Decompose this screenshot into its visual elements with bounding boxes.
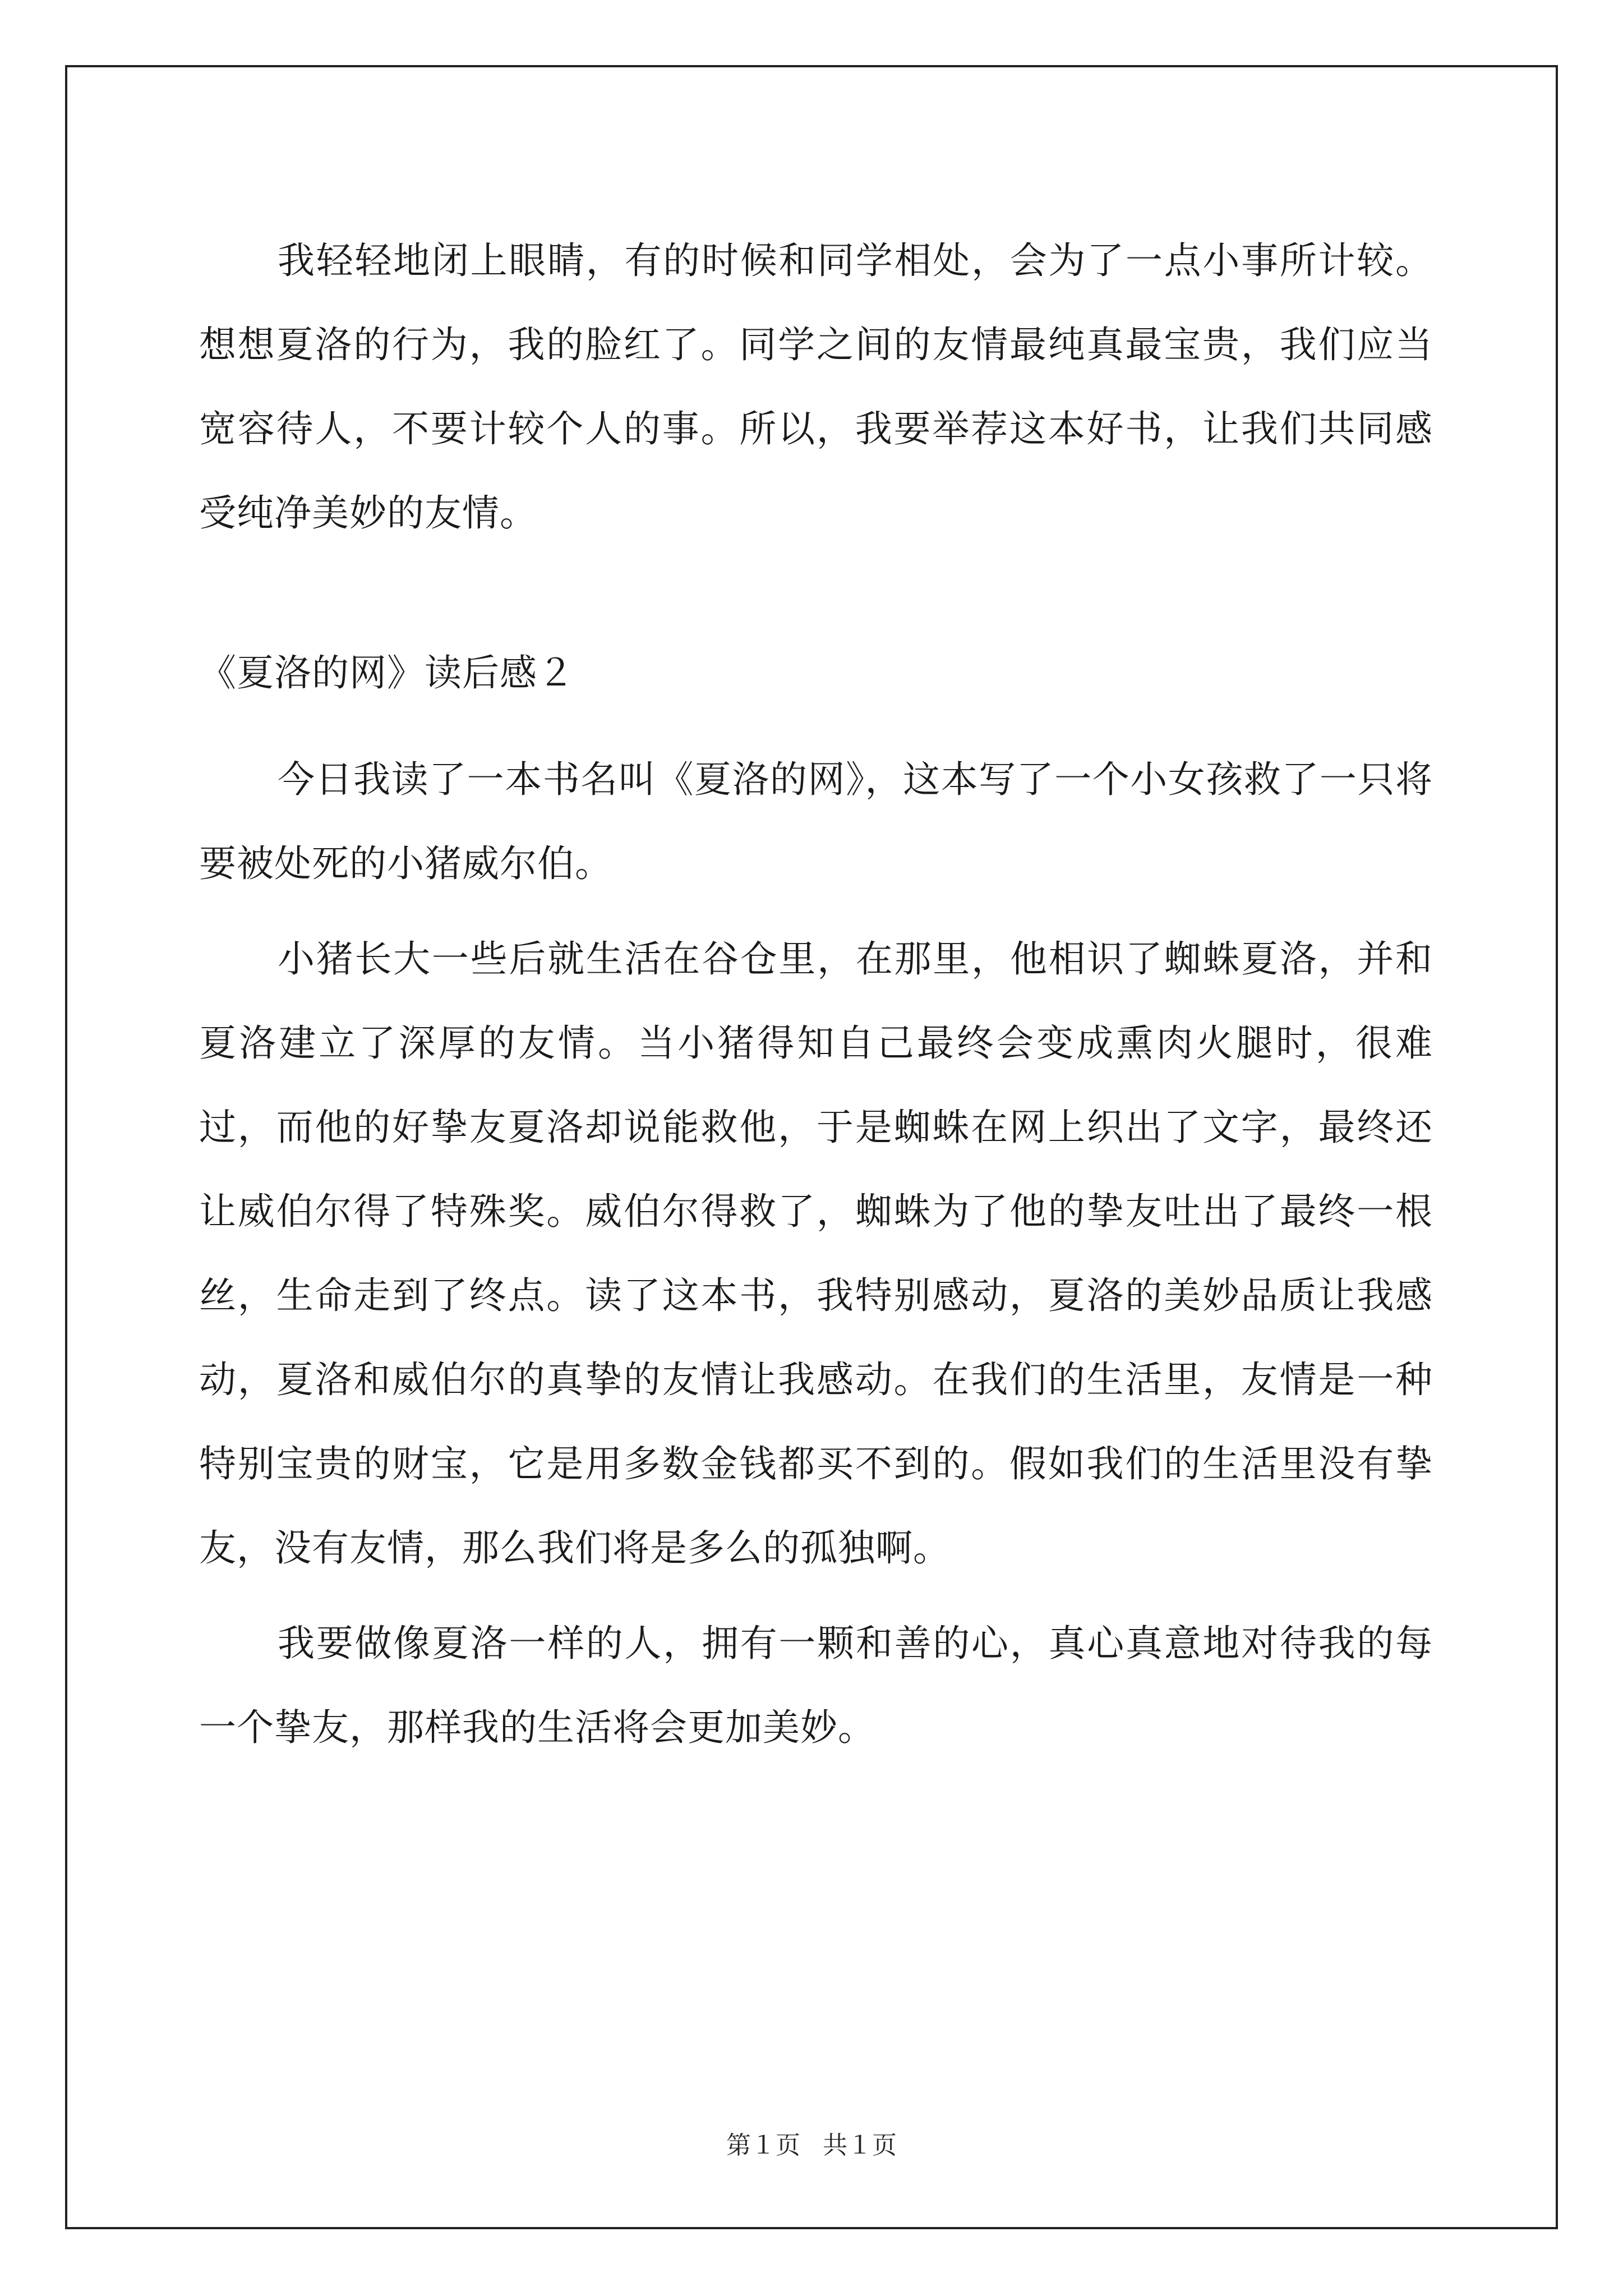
section-heading: 《夏洛的网》读后感２ bbox=[199, 651, 575, 694]
body-paragraph: 今日我读了一本书名叫《夏洛的网》，这本写了一个小女孩救了一只将要被处死的小猪威尔伯。 bbox=[199, 758, 1433, 885]
document-body-bottom bbox=[199, 738, 1433, 1781]
document-body-top bbox=[199, 219, 1433, 567]
body-paragraph: 我轻轻地闭上眼睛，有的时候和同学相处，会为了一点小事所计较。想想夏洛的行为，我的脸红了。同学之间的友情最纯真最宝贵，我们应当宽容待人，不要计较个人的事。所以，我要举荐这本好书，让我们共同感受纯净美妙的友情。 bbox=[199, 239, 1433, 535]
body-paragraph: 我要做像夏洛一样的人，拥有一颗和善的心，真心真意地对待我的每一个挚友，那样我的生活将会更加美妙。 bbox=[199, 1622, 1433, 1749]
page-footer bbox=[0, 2129, 1623, 2162]
page-number: 第１页 bbox=[726, 2131, 800, 2160]
body-paragraph: 小猪长大一些后就生活在谷仓里，在那里，他相识了蜘蛛夏洛，并和夏洛建立了深厚的友情。当小猪得知自己最终会变成熏肉火腿时，很难过，而他的好挚友夏洛却说能救他，于是蜘蛛在网上织出了文字，最终还让威伯尔得了特殊奖。威伯尔得救了，蜘蛛为了他的挚友吐出了最终一根丝，生命走到了终点。读了这本书，我特别感动，夏洛的美妙品质让我感动，夏洛和威伯尔的真挚的友情让我感动。在我们的生活里，友情是一种特别宝贵的财宝，它是用多数金钱都买不到的。假如我们的生活里没有挚友，没有友情，那么我们将是多么的孤独啊。 bbox=[199, 937, 1433, 1570]
page-total: 共１页 bbox=[823, 2131, 897, 2160]
